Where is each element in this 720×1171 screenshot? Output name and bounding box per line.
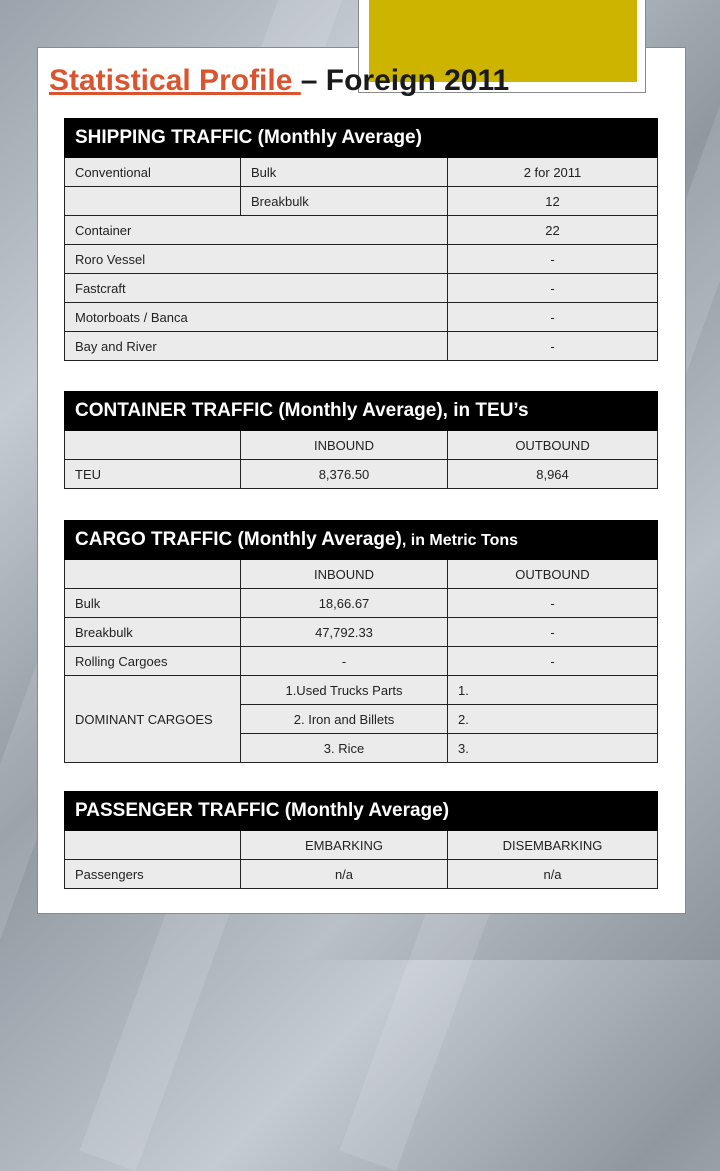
table-row bbox=[65, 560, 658, 589]
row-value: 3. Rice bbox=[241, 734, 448, 763]
empty-cell bbox=[65, 560, 241, 589]
table-row bbox=[65, 860, 658, 889]
table-row bbox=[65, 676, 658, 705]
row-value: 18,66.67 bbox=[241, 589, 448, 618]
row-value: 2. bbox=[448, 705, 658, 734]
table-row bbox=[65, 460, 658, 489]
table-row bbox=[65, 647, 658, 676]
table-row bbox=[65, 303, 658, 332]
row-value: - bbox=[448, 274, 658, 303]
row-value: - bbox=[241, 647, 448, 676]
row-label: Conventional bbox=[65, 158, 241, 187]
passenger-traffic-table bbox=[64, 791, 658, 889]
row-value: - bbox=[448, 245, 658, 274]
row-value: 8,964 bbox=[448, 460, 658, 489]
passenger-header: PASSENGER TRAFFIC (Monthly Average) bbox=[65, 792, 658, 831]
row-value: n/a bbox=[448, 860, 658, 889]
shipping-header: SHIPPING TRAFFIC (Monthly Average) bbox=[65, 119, 658, 158]
title-rest: – Foreign 2011 bbox=[300, 64, 510, 97]
row-label: Roro Vessel bbox=[65, 245, 448, 274]
container-header-unit: in TEU’s bbox=[453, 400, 529, 421]
table-row bbox=[65, 831, 658, 860]
column-header: OUTBOUND bbox=[448, 431, 658, 460]
table-row bbox=[65, 618, 658, 647]
row-label: Passengers bbox=[65, 860, 241, 889]
column-header: INBOUND bbox=[241, 560, 448, 589]
row-value: 3. bbox=[448, 734, 658, 763]
shipping-traffic-table bbox=[64, 118, 658, 361]
row-value: - bbox=[448, 647, 658, 676]
table-row bbox=[65, 245, 658, 274]
row-value: 2 for 2011 bbox=[448, 158, 658, 187]
column-header: EMBARKING bbox=[241, 831, 448, 860]
container-traffic-table bbox=[64, 391, 658, 489]
row-value: 12 bbox=[448, 187, 658, 216]
empty-cell bbox=[65, 831, 241, 860]
table-row bbox=[65, 158, 658, 187]
cargo-header-text: CARGO TRAFFIC (Monthly Average) bbox=[75, 529, 402, 550]
row-label: Rolling Cargoes bbox=[65, 647, 241, 676]
row-value: - bbox=[448, 618, 658, 647]
page-title bbox=[49, 64, 509, 98]
container-header bbox=[65, 392, 658, 431]
empty-cell bbox=[65, 187, 241, 216]
table-row bbox=[65, 332, 658, 361]
container-header-text: CONTAINER TRAFFIC (Monthly Average), bbox=[75, 400, 454, 421]
row-sublabel: Breakbulk bbox=[241, 187, 448, 216]
row-label: Bulk bbox=[65, 589, 241, 618]
row-label: TEU bbox=[65, 460, 241, 489]
row-label: Breakbulk bbox=[65, 618, 241, 647]
table-row bbox=[65, 274, 658, 303]
row-value: 1. bbox=[448, 676, 658, 705]
column-header: INBOUND bbox=[241, 431, 448, 460]
table-row bbox=[65, 187, 658, 216]
row-label: Fastcraft bbox=[65, 274, 448, 303]
column-header: DISEMBARKING bbox=[448, 831, 658, 860]
row-value: 1.Used Trucks Parts bbox=[241, 676, 448, 705]
row-value: n/a bbox=[241, 860, 448, 889]
row-value: 2. Iron and Billets bbox=[241, 705, 448, 734]
row-value: 47,792.33 bbox=[241, 618, 448, 647]
row-value: - bbox=[448, 332, 658, 361]
row-label: Motorboats / Banca bbox=[65, 303, 448, 332]
row-value: - bbox=[448, 303, 658, 332]
row-label-dominant: DOMINANT CARGOES bbox=[65, 676, 241, 763]
row-value: - bbox=[448, 589, 658, 618]
empty-cell bbox=[65, 431, 241, 460]
row-sublabel: Bulk bbox=[241, 158, 448, 187]
table-row bbox=[65, 216, 658, 245]
cargo-traffic-table bbox=[64, 520, 658, 763]
table-row bbox=[65, 431, 658, 460]
cargo-header-unit: , in Metric Tons bbox=[401, 532, 519, 549]
row-label: Container bbox=[65, 216, 448, 245]
row-value: 8,376.50 bbox=[241, 460, 448, 489]
table-row bbox=[65, 589, 658, 618]
row-label: Bay and River bbox=[65, 332, 448, 361]
title-link[interactable]: Statistical Profile bbox=[49, 64, 301, 97]
cargo-header bbox=[65, 521, 658, 560]
column-header: OUTBOUND bbox=[448, 560, 658, 589]
row-value: 22 bbox=[448, 216, 658, 245]
